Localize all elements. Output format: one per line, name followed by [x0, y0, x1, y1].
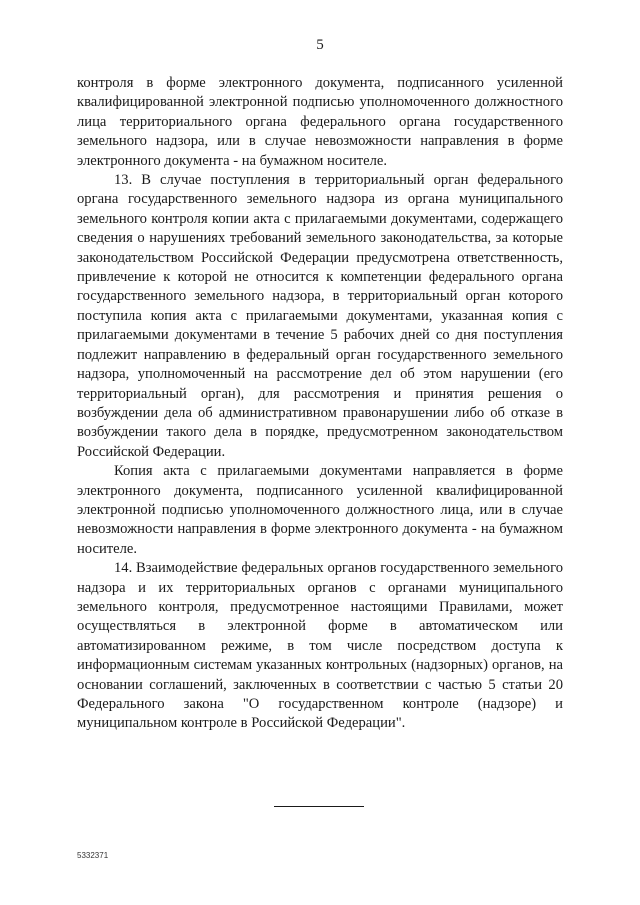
paragraph-14: 14. Взаимодействие федеральных органов государственного земельного надзора и их территориальных органов с органами муниципального земельного контроля, предусмотренное настоящими Правилами, может осуществляться в электронной форме в автоматическом или автоматизированном режиме, в том числе посредством доступа к информационным системам указанных контрольных (надзорных) органов, на основании соглашений, заключенных в соответствии с частью 5 статьи 20 Федерального закона "О государственном контроле (надзоре) и муниципальном контроле в Российской Федерации".	[77, 560, 563, 732]
document-body	[77, 74, 563, 734]
page-number: 5	[316, 37, 324, 53]
end-of-text-rule	[274, 806, 364, 807]
paragraph-13: 13. В случае поступления в территориальный орган федерального органа государственного земельного надзора из органа муниципального земельного контроля копии акта с прилагаемыми документами, содержащего сведения о нарушениях требований земельного законодательства, за которые законодательством Российской Федерации предусмотрена ответственность, привлечение к которой не относится к компетенции федерального органа государственного земельного надзора, в территориальный орган которого поступила копия акта с прилагаемыми документами, указанная копия с прилагаемыми документами в течение 5 рабочих дней со дня поступления подлежит направлению в федеральный орган государственного земельного надзора, уполномоченный на рассмотрение дел об этом нарушении (его территориальный орган), для рассмотрения и принятия решения о возбуждении дела об административном правонарушении либо об отказе в возбуждении такого дела в порядке, предусмотренном законодательством Российской Федерации.	[77, 172, 563, 460]
document-code: 5332371	[77, 851, 109, 860]
paragraph-13-copy-act: Копия акта с прилагаемыми документами направляется в форме электронного документа, подписанного усиленной квалифицированной электронной подписью уполномоченного должностного лица, или в случае невозможности направления в форме электронного документа - на бумажном носителе.	[77, 463, 563, 557]
paragraph-continuation: контроля в форме электронного документа, подписанного усиленной квалифицированной электронной подписью уполномоченного должностного лица территориального органа федерального органа государственного земельного надзора, или в случае невозможности направления в форме электронного документа - на бумажном носителе.	[77, 75, 563, 169]
